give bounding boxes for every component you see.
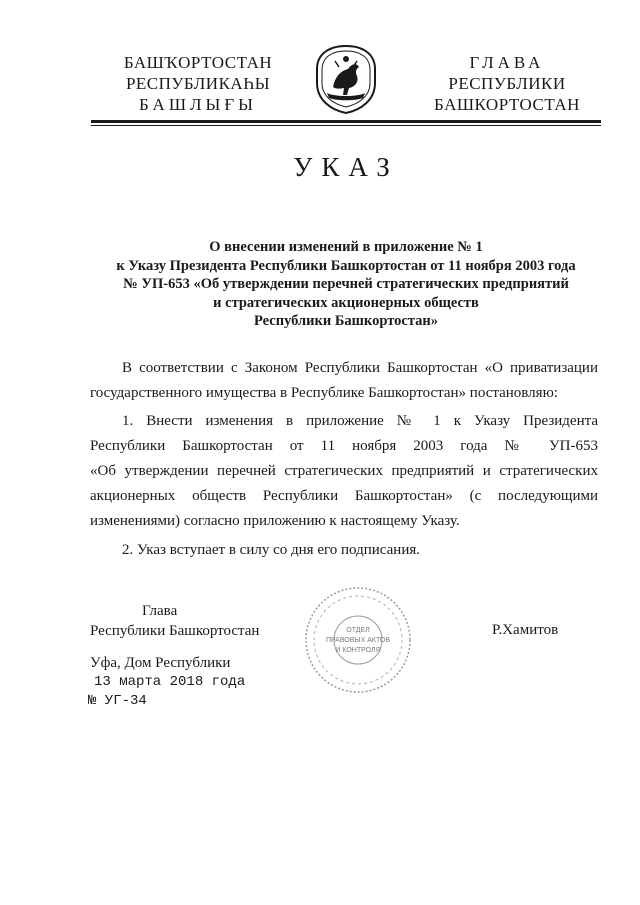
signatory-position-line: Глава: [142, 603, 178, 619]
preamble-line: В соответствии с Законом Республики Башкортостан «О приватизации: [122, 360, 598, 376]
header-bashkir-line: РЕСПУБЛИКАҺЫ: [125, 74, 271, 93]
title-line: О внесении изменений в приложение № 1: [209, 239, 483, 255]
decree-number: № УГ-34: [88, 693, 147, 709]
item-2: [90, 538, 598, 563]
header-divider: [91, 120, 601, 123]
item-1-line: изменениями) согласно приложению к настоящему Указу.: [90, 513, 460, 529]
item-1-line: 1. Внести изменения в приложение № 1 к Указу Президента: [122, 413, 598, 429]
item-1-line: Республики Башкортостан от 11 ноября 2003 года № УП-653: [90, 438, 598, 454]
coat-of-arms-icon: [313, 43, 379, 115]
header-russian-line: РЕСПУБЛИКИ: [448, 74, 566, 93]
signing-place: Уфа, Дом Республики: [90, 655, 231, 671]
header-bashkir-line: БАШЛЫҒЫ: [139, 95, 257, 114]
header-russian-line: ГЛАВА: [469, 53, 545, 72]
signing-date: 13 марта 2018 года: [94, 674, 246, 690]
header-russian-line: БАШКОРТОСТАН: [434, 95, 580, 114]
title-line: № УП-653 «Об утверждении перечней стратегических предприятий: [123, 276, 569, 292]
header-bashkir: [98, 52, 298, 115]
header-bashkir-line: БАШҠОРТОСТАН: [123, 53, 273, 72]
header-russian: [422, 52, 592, 115]
header-divider-thin: [91, 125, 601, 126]
signatory-name: Р.Хамитов: [492, 622, 559, 638]
stamp-text-line: ОТДЕЛ: [346, 627, 370, 634]
signatory-position-line: Республики Башкортостан: [90, 623, 260, 639]
item-1-line: «Об утверждении перечней стратегических предприятий и стратегических: [90, 463, 598, 479]
document-type: УКАЗ: [293, 152, 399, 182]
preamble-line: государственного имущества в Республике Башкортостан» постановляю:: [90, 385, 558, 401]
title-line: Республики Башкортостан»: [254, 313, 438, 329]
preamble: [90, 356, 598, 406]
official-stamp: [296, 584, 420, 696]
item-1: [90, 409, 598, 534]
item-2-line: 2. Указ вступает в силу со дня его подписания.: [122, 542, 420, 558]
title-line: и стратегических акционерных обществ: [213, 294, 479, 311]
stamp-text-line: ПРАВОВЫХ АКТОВ: [325, 637, 391, 644]
stamp-text-line: И КОНТРОЛЯ: [335, 647, 381, 654]
item-1-line: акционерных обществ Республики Башкортостан» (с последующими: [90, 488, 598, 504]
title-line: к Указу Президента Республики Башкортостан от 11 ноября 2003 года: [116, 257, 576, 274]
decree-title: [90, 238, 602, 331]
signatory-position: [90, 601, 259, 641]
